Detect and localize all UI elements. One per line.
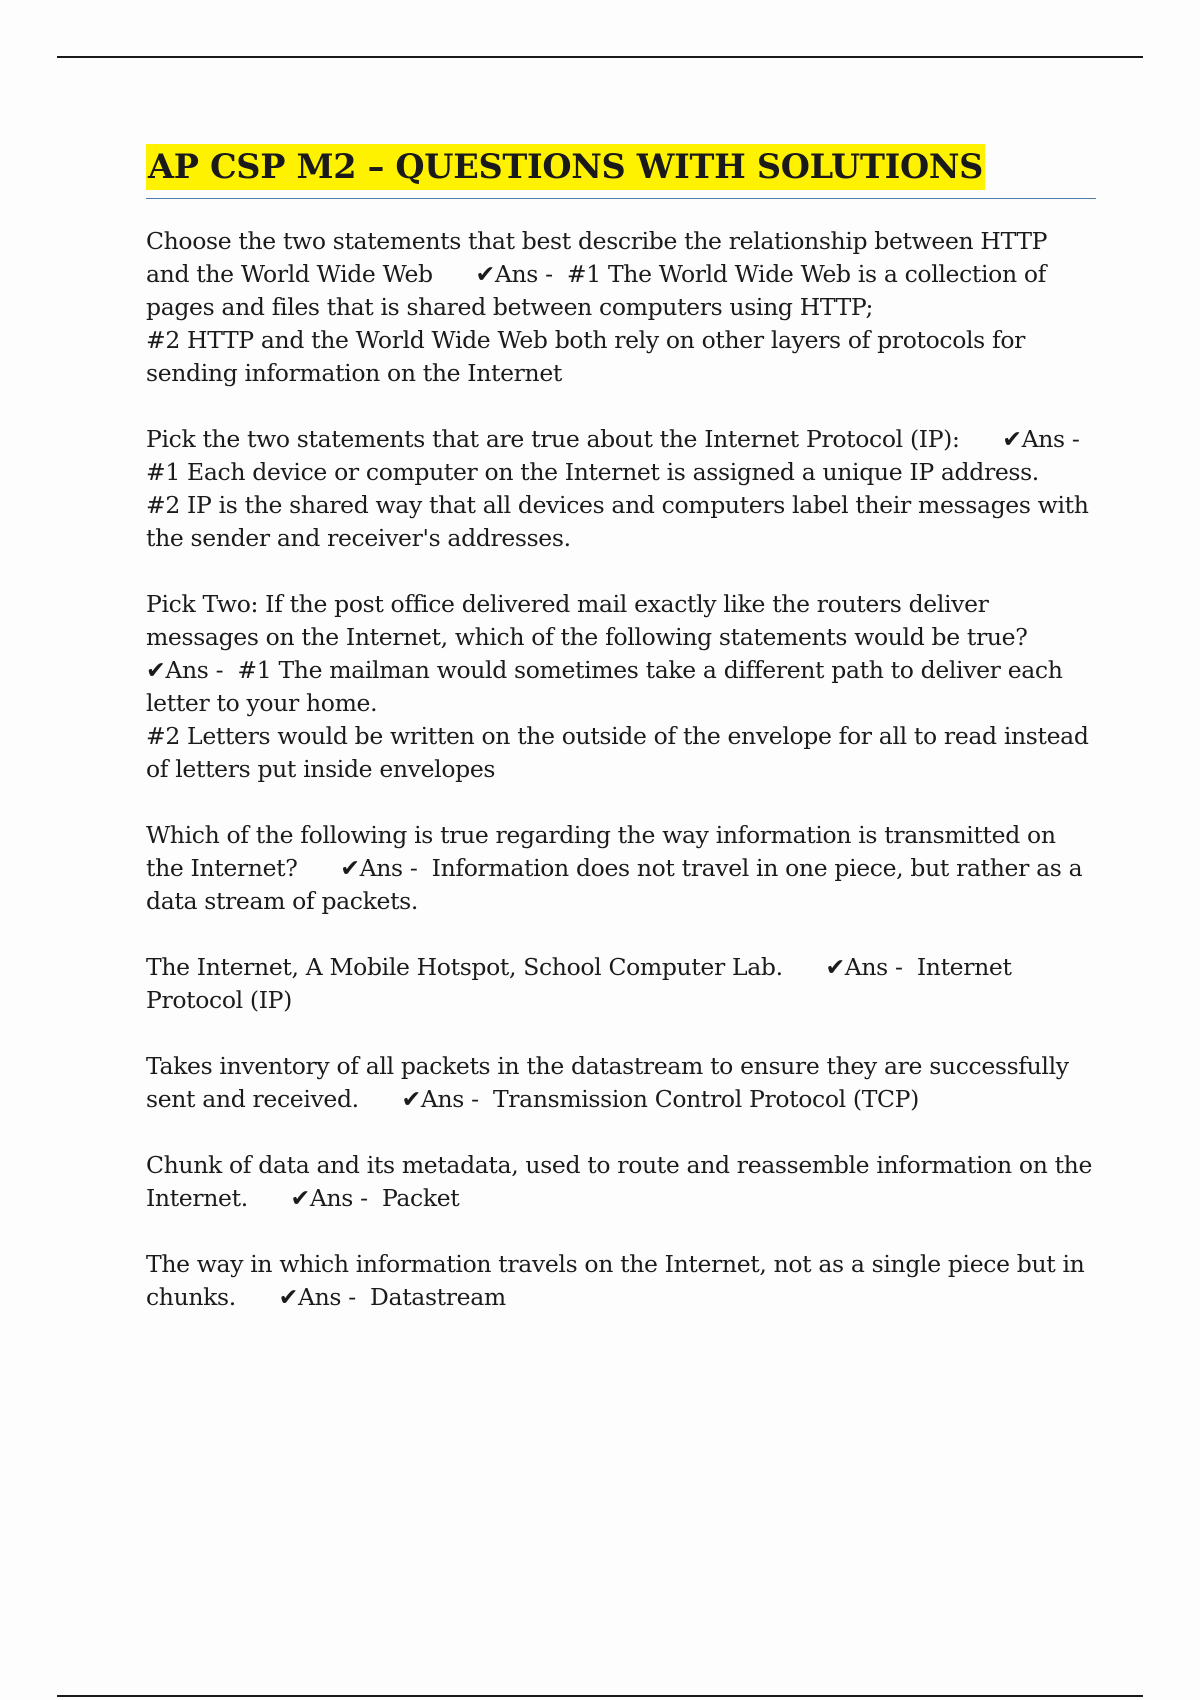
answer-text: Packet: [381, 1184, 460, 1212]
document-body: [146, 144, 1100, 1347]
question-text: Pick Two: If the post office delivered mail exactly like the routers deliver messages on the Internet, which of the following statements would be true?: [146, 590, 1028, 651]
answer-marker: ✔Ans: [290, 1184, 354, 1212]
question-text: Pick the two statements that are true about the Internet Protocol (IP):: [146, 425, 960, 453]
answer-marker: ✔Ans: [825, 953, 888, 981]
answer-text: Datastream: [370, 1283, 506, 1311]
question-text: The way in which information travels on the Internet, not as a single piece but in chunks.: [146, 1250, 1092, 1311]
answer-text: #1 The mailman would sometimes take a different path to deliver each letter to your home. #2 Letters would be written on the outside of the envelope for all to read instead of letters put inside envelopes: [146, 656, 1089, 783]
top-rule: [57, 56, 1143, 58]
bottom-rule: [57, 1695, 1143, 1697]
answer-marker: ✔Ans: [278, 1283, 342, 1311]
qa-item: Pick the two statements that are true about the Internet Protocol (IP): ✔Ans - #1 Each device or computer on the Internet is assigned a unique IP address. #2 IP is the shared way that all devices and computers label their messages with the sender and receiver's addresses.: [146, 425, 1094, 552]
qa-item: Which of the following is true regarding the way information is transmitted on the Internet? ✔Ans - Information does not travel in one piece, but rather as a data stream of packets.: [146, 821, 1090, 915]
qa-item: The Internet, A Mobile Hotspot, School Computer Lab. ✔Ans - Internet Protocol (IP): [146, 953, 1019, 1014]
answer-marker: ✔Ans: [1002, 425, 1065, 453]
qa-item: Takes inventory of all packets in the datastream to ensure they are successfully sent and received. ✔Ans - Transmission Control Protocol (TCP): [146, 1052, 1076, 1113]
question-text: Which of the following is true regarding the way information is transmitted on the Internet?: [146, 821, 1063, 882]
question-text: Choose the two statements that best describe the relationship between HTTP and the World Wide Web: [146, 227, 1055, 288]
answer-text: #1 The World Wide Web is a collection of pages and files that is shared between computers using HTTP; #2 HTTP and the World Wide Web both rely on other layers of protocols for sending information on the Internet: [146, 260, 1047, 387]
answer-marker: ✔Ans: [401, 1085, 464, 1113]
answer-marker: ✔Ans: [146, 656, 209, 684]
question-text: Takes inventory of all packets in the datastream to ensure they are successfully sent and received.: [146, 1052, 1076, 1113]
question-text: The Internet, A Mobile Hotspot, School Computer Lab.: [146, 953, 783, 981]
title-block: [146, 144, 1096, 199]
answer-text: Information does not travel in one piece, but rather as a data stream of packets.: [146, 854, 1090, 915]
qa-item: Pick Two: If the post office delivered mail exactly like the routers deliver messages on the Internet, which of the following statements would be true? ✔Ans - #1 The mailman would sometimes take a different path to deliver each letter to your home. #2 Letters would be written on the outside of the envelope for all to read instead of letters put inside envelopes: [146, 588, 1096, 786]
qa-item: Chunk of data and its metadata, used to route and reassemble information on the Internet. ✔Ans - Packet: [146, 1151, 1100, 1212]
answer-text: Transmission Control Protocol (TCP): [492, 1085, 919, 1113]
qa-item: The way in which information travels on the Internet, not as a single piece but in chunks. ✔Ans - Datastream: [146, 1250, 1092, 1311]
question-text: Chunk of data and its metadata, used to route and reassemble information on the Internet.: [146, 1151, 1100, 1212]
qa-item: Choose the two statements that best describe the relationship between HTTP and the World Wide Web ✔Ans - #1 The World Wide Web is a collection of pages and files that is shared between computers using HTTP; #2 HTTP and the World Wide Web both rely on other layers of protocols for sending information on the Internet: [146, 227, 1055, 387]
answer-text: #1 Each device or computer on the Internet is assigned a unique IP address. #2 IP is the shared way that all devices and computers label their messages with the sender and receiver's addresses.: [146, 458, 1089, 552]
answer-marker: ✔Ans: [340, 854, 403, 882]
document-title: AP CSP M2 – QUESTIONS WITH SOLUTIONS: [146, 144, 985, 190]
qa-list: [146, 225, 1100, 1314]
answer-text: Internet Protocol (IP): [146, 953, 1019, 1014]
answer-marker: ✔Ans: [475, 260, 538, 288]
